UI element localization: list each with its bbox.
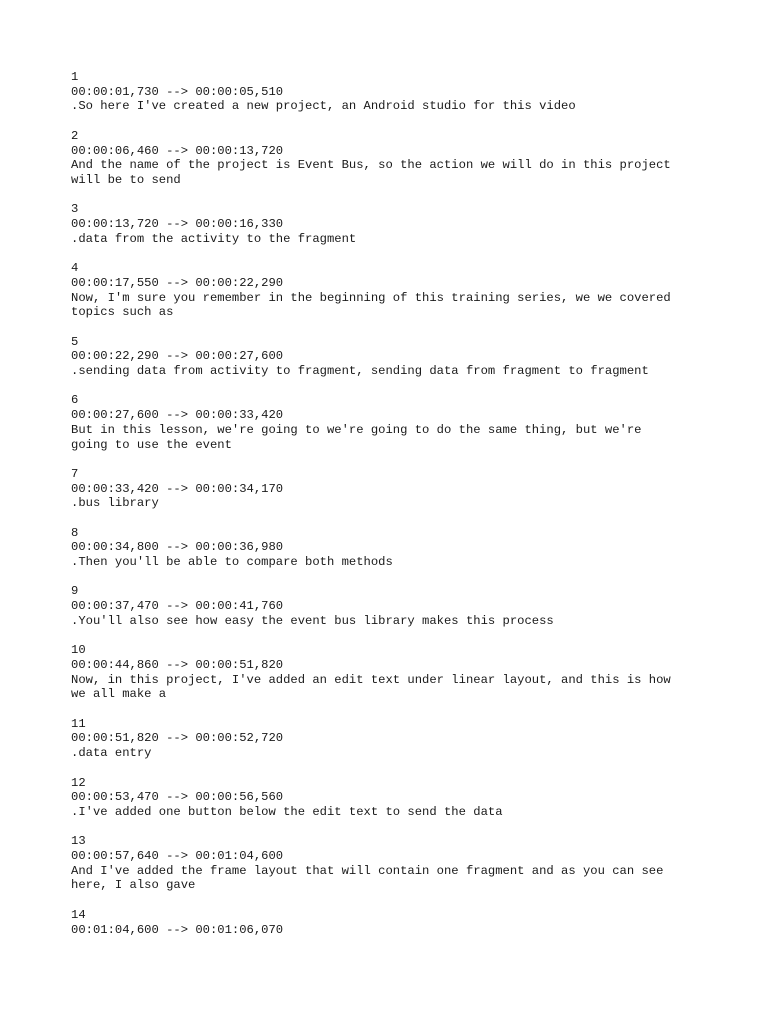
subtitle-cue — [71, 393, 711, 452]
cue-timestamp: 00:00:06,460 --> 00:00:13,720 — [71, 143, 284, 158]
cue-text: Now, in this project, I've added an edit text under linear layout, and this is how we all make a — [71, 672, 671, 702]
cue-index: 10 — [71, 643, 86, 658]
cue-timestamp: 00:00:27,600 --> 00:00:33,420 — [71, 408, 284, 423]
cue-index: 5 — [71, 334, 79, 349]
cue-text: .data from the activity to the fragment — [71, 231, 357, 246]
cue-index: 8 — [71, 525, 79, 540]
cue-timestamp: 00:00:37,470 --> 00:00:41,760 — [71, 599, 284, 614]
cue-text: Now, I'm sure you remember in the beginning of this training series, we we covered topics such as — [71, 290, 671, 320]
cue-text: And I've added the frame layout that will contain one fragment and as you can see here, I also gave — [71, 863, 664, 893]
cue-timestamp: 00:01:04,600 --> 00:01:06,070 — [71, 922, 284, 937]
subtitle-cue — [71, 526, 711, 570]
subtitle-cue — [71, 202, 711, 246]
cue-text: .You'll also see how easy the event bus library makes this process — [71, 613, 554, 628]
cue-index: 9 — [71, 584, 79, 599]
subtitle-cue — [71, 261, 711, 320]
cue-index: 13 — [71, 834, 86, 849]
subtitle-cue — [71, 834, 711, 893]
cue-timestamp: 00:00:17,550 --> 00:00:22,290 — [71, 275, 284, 290]
cue-timestamp: 00:00:01,730 --> 00:00:05,510 — [71, 84, 284, 99]
cue-timestamp: 00:00:13,720 --> 00:00:16,330 — [71, 217, 284, 231]
cue-timestamp: 00:00:33,420 --> 00:00:34,170 — [71, 481, 284, 496]
cue-text: And the name of the project is Event Bus, so the action we will do in this project will be to send — [71, 158, 671, 187]
subtitle-cue — [71, 908, 711, 937]
subtitle-cue — [71, 717, 711, 761]
subtitle-cue — [71, 70, 711, 114]
subtitle-cue — [71, 335, 711, 379]
subtitle-cue — [71, 776, 711, 820]
cue-text: .sending data from activity to fragment, sending data from fragment to fragment — [71, 364, 649, 378]
cue-index: 7 — [71, 466, 79, 481]
cue-timestamp: 00:00:44,860 --> 00:00:51,820 — [71, 657, 284, 672]
cue-index: 3 — [71, 202, 79, 217]
subtitle-cue — [71, 467, 711, 511]
subtitle-document — [71, 70, 711, 952]
cue-text: But in this lesson, we're going to we're going to do the same thing, but we're going to use the event — [71, 422, 642, 452]
cue-text: .Then you'll be able to compare both methods — [71, 555, 393, 570]
cue-text: .bus library — [71, 496, 159, 511]
cue-index: 12 — [71, 775, 86, 790]
cue-timestamp: 00:00:22,290 --> 00:00:27,600 — [71, 349, 284, 364]
subtitle-cue — [71, 584, 711, 628]
cue-index: 1 — [71, 70, 79, 84]
cue-index: 6 — [71, 393, 79, 408]
cue-timestamp: 00:00:51,820 --> 00:00:52,720 — [71, 731, 284, 746]
cue-index: 14 — [71, 907, 86, 922]
cue-text: .data entry — [71, 746, 152, 761]
cue-text: .So here I've created a new project, an Android studio for this video — [71, 99, 576, 114]
subtitle-cue — [71, 643, 711, 702]
cue-timestamp: 00:00:34,800 --> 00:00:36,980 — [71, 540, 284, 555]
cue-text: .I've added one button below the edit text to send the data — [71, 804, 503, 819]
cue-index: 2 — [71, 128, 79, 143]
cue-timestamp: 00:00:57,640 --> 00:01:04,600 — [71, 849, 284, 864]
subtitle-cue — [71, 129, 711, 188]
cue-timestamp: 00:00:53,470 --> 00:00:56,560 — [71, 790, 284, 805]
cue-index: 11 — [71, 716, 86, 731]
cue-index: 4 — [71, 261, 79, 276]
